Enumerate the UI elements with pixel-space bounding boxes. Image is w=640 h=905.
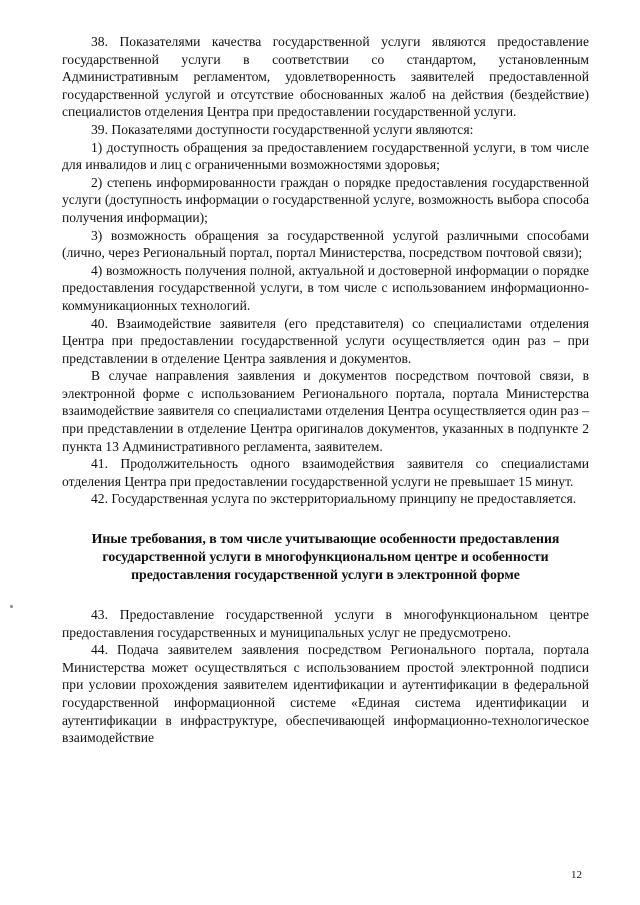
margin-mark — [10, 605, 13, 608]
paragraph-40-continued: В случае направления заявления и документов посредством почтовой связи, в электронной форме с использованием Регионального портала, портала Министерства взаимодействие заявителя со специалистами отделения Центра осуществляется один раз – при представлении в отделение Центра оригиналов документов, указанных в подпункте 2 пункта 13 Административного регламента, заявителем. — [62, 368, 589, 454]
list-item-4: 4) возможность получения полной, актуальной и достоверной информации о порядке предоставления государственной услуги, в том числе с использованием информационно-коммуникационных технологий. — [62, 262, 589, 313]
paragraph-38: 38. Показателями качества государственной услуги являются предоставление государственной услуги в соответствии со стандартом, установленным Административным регламентом, удовлетворенность заявителей предоставленной государственной услугой и отсутствие обоснованных жалоб на действия (бездействие) специалистов отделения Центра при предоставлении государственной услуги. — [62, 34, 589, 120]
list-item-3: 3) возможность обращения за государственной услугой различными способами (лично, через Региональный портал, портал Министерства, посредством почтовой связи); — [62, 227, 589, 261]
list-item-1: 1) доступность обращения за предоставлением государственной услуги, в том числе для инвалидов и лиц с ограниченными возможностями здоровья; — [62, 139, 589, 173]
paragraph-43: 43. Предоставление государственной услуги в многофункциональном центре предоставления государственных и муниципальных услуг не предусмотрено. — [62, 607, 589, 640]
paragraph-41: 41. Продолжительность одного взаимодействия заявителя со специалистами отделения Центра при предоставлении государственной услуги не превышает 15 минут. — [62, 456, 589, 489]
paragraph-40: 40. Взаимодействие заявителя (его представителя) со специалистами отделения Центра при предоставлении государственной услуги осуществляется один раз – при представлении в отделение Центра заявления и документов. — [62, 315, 589, 366]
paragraph-39: 39. Показателями доступности государственной услуги являются: — [91, 121, 474, 137]
page-number: 12 — [571, 869, 582, 881]
section-heading: Иные требования, в том числе учитывающие особенности предоставления государственной услуги в многофункциональном центре и особенности предоставления государственной услуги в электронной форме — [91, 531, 560, 583]
list-item-2: 2) степень информированности граждан о порядке предоставления государственной услуги (доступность информации о государственной услуге, возможность выбора способа получения информации); — [62, 174, 589, 225]
document-page — [62, 33, 589, 747]
paragraph-44: 44. Подача заявителем заявления посредством Регионального портала, портала Министерства может осуществляться с использованием простой электронной подписи при условии прохождения заявителем идентификации и аутентификации в федеральной государственной информационной системе «Единая система идентификации и аутентификации в инфраструктуре, обеспечивающей информационно-технологическое взаимодействие — [62, 642, 589, 746]
paragraph-42: 42. Государственная услуга по экстерриториальному принципу не предоставляется. — [91, 491, 577, 507]
